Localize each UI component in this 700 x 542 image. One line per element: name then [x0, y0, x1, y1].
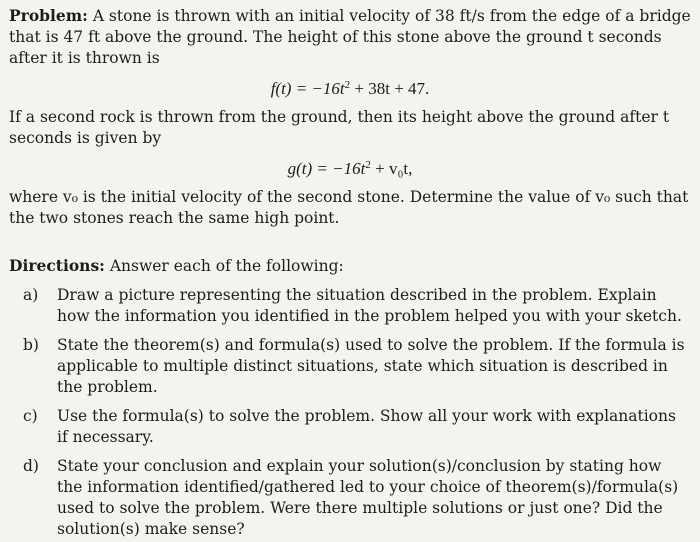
directions-label: Directions: — [9, 256, 105, 275]
direction-item-b — [9, 335, 691, 398]
direction-text-c: Use the formula(s) to solve the problem. Show all your work with explanations if necessary. — [57, 407, 676, 446]
equation-f-rhs: + 38t + 47. — [350, 79, 430, 98]
equation-g-rhs: + v₀t, — [370, 159, 413, 178]
equation-g-lhs: g(t) = −16t — [287, 159, 366, 178]
direction-marker-c: c) — [23, 407, 38, 425]
problem-paragraph-1 — [9, 5, 691, 69]
direction-marker-b: b) — [23, 336, 39, 354]
equation-g — [9, 155, 691, 179]
equation-f-exponent: 2 — [344, 79, 351, 91]
problem-paragraph-2: If a second rock is thrown from the ground, then its height above the ground after t seconds is given by — [9, 108, 670, 147]
problem-paragraph-3: where v₀ is the initial velocity of the second stone. Determine the value of v₀ such that the two stones reach the same high point. — [9, 188, 689, 227]
direction-item-d — [9, 456, 691, 540]
equation-f-lhs: f(t) = −16t — [270, 79, 345, 98]
direction-marker-a: a) — [23, 286, 39, 304]
directions-text: Answer each of the following: — [109, 257, 344, 275]
direction-text-b: State the theorem(s) and formula(s) used to solve the problem. If the formula is applicable to multiple distinct situations, state which situation is described in the problem. — [57, 336, 685, 396]
problem-text-1: A stone is thrown with an initial velocity of 38 ft/s from the edge of a bridge that is 47 ft above the ground. The height of this stone above the ground t seconds after it is thrown is — [9, 7, 691, 67]
direction-item-a — [9, 285, 691, 327]
problem-label: Problem: — [9, 6, 88, 25]
equation-f — [9, 75, 691, 99]
direction-text-d: State your conclusion and explain your solution(s)/conclusion by stating how the information identified/gathered led to your choice of theorem(s)/formula(s) used to solve the problem. Were there multiple solutions or just one? Did the solution(s) make sense? — [57, 457, 679, 538]
equation-g-exponent: 2 — [365, 159, 371, 171]
direction-marker-d: d) — [23, 457, 39, 475]
direction-text-a: Draw a picture representing the situation described in the problem. Explain how the information you identified in the problem helped you with your sketch. — [57, 286, 682, 325]
direction-item-c — [9, 406, 691, 448]
directions-heading — [9, 255, 691, 277]
